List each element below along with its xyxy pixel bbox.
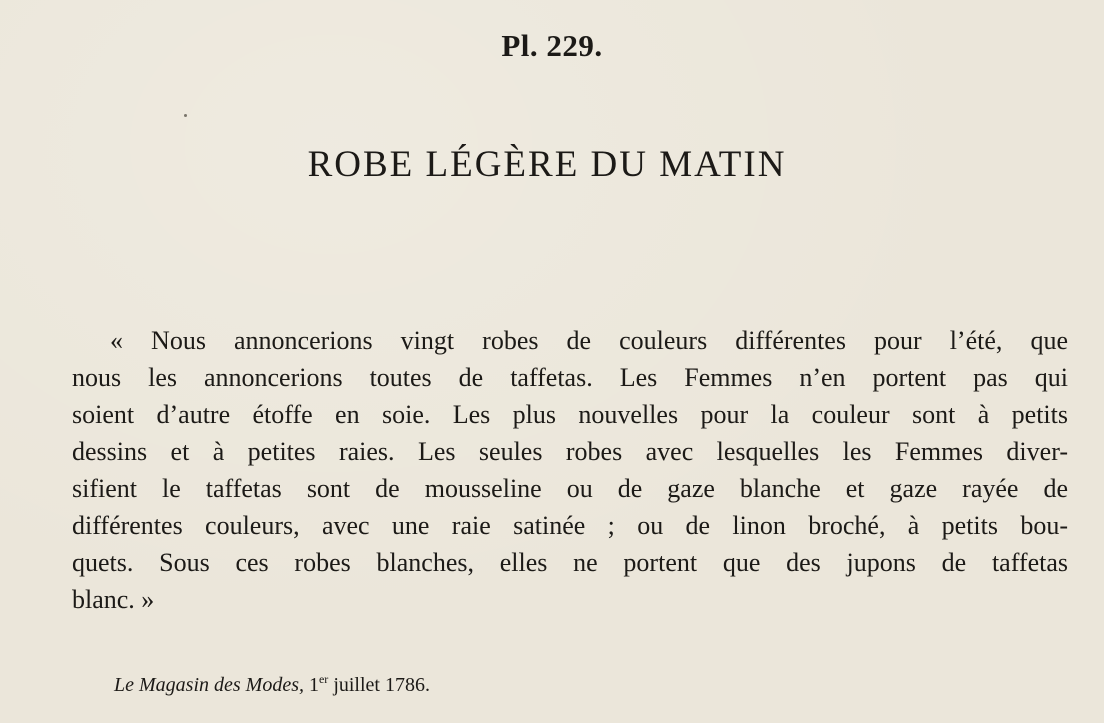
citation-date: juillet 1786.: [333, 674, 430, 696]
citation-day: 1: [308, 674, 319, 696]
quote-line: nous les annoncerions toutes de taffetas. Les Femmes n’en portent pas qui: [72, 363, 1068, 392]
citation-source: Le Magasin des Modes,: [114, 674, 304, 696]
citation-day-suffix: er: [318, 672, 329, 686]
quote-paragraph: [72, 322, 1068, 618]
quote-line: blanc. »: [72, 585, 155, 614]
page-title: ROBE LÉGÈRE DU MATIN: [307, 143, 787, 185]
plate-number: Pl. 229.: [501, 28, 603, 63]
quote-line: quets. Sous ces robes blanches, elles ne portent que des jupons de taffetas: [72, 548, 1068, 577]
quote-line: soient d’autre étoffe en soie. Les plus nouvelles pour la couleur sont à petits: [72, 400, 1068, 429]
paper-speck: [184, 114, 187, 117]
citation: [114, 672, 430, 697]
quote-line: sifient le taffetas sont de mousseline ou de gaze blanche et gaze rayée de: [72, 474, 1068, 503]
quote-line: différentes couleurs, avec une raie satinée ; ou de linon broché, à petits bou-: [72, 511, 1068, 540]
quote-line: « Nous annoncerions vingt robes de couleurs différentes pour l’été, que: [110, 326, 1068, 355]
quote-line: dessins et à petites raies. Les seules robes avec lesquelles les Femmes diver-: [72, 437, 1068, 466]
